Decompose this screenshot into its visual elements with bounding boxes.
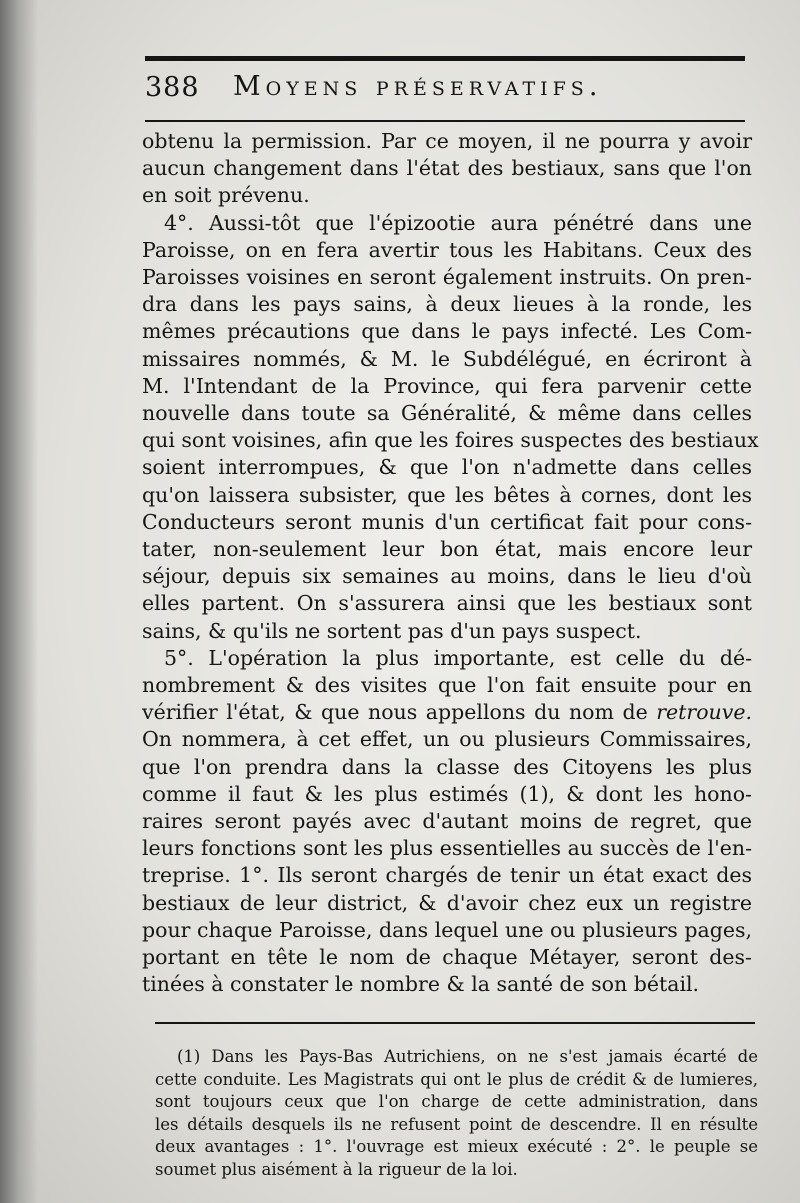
text-line: en soit prévenu. (142, 183, 310, 208)
text-line: comme il faut & les plus estimés (1), & dont les hono- (142, 781, 752, 806)
text-line: leurs fonctions sont les plus essentielles au succès de l'en- (142, 836, 752, 861)
text-line: treprise. 1°. Ils seront chargés de tenir un état exact des (142, 863, 752, 888)
text-line: Paroisse, on en fera avertir tous les Habitans. Ceux des (142, 237, 752, 262)
footnote-line: sont toujours ceux que l'on charge de cette administration, dans (155, 1092, 758, 1111)
paragraph-continued (142, 128, 752, 210)
text-segment: vérifier l'état, & que nous appellons du nom de (142, 700, 657, 725)
text-line: dra dans les pays sains, à deux lieues à la ronde, les (142, 292, 752, 317)
text-line: missaires nommés, & M. le Subdélégué, en écriront à (142, 346, 752, 371)
text-line: aucun changement dans l'état des bestiaux, sans que l'on (142, 156, 752, 181)
text-line: tinées à constater le nombre & la santé de son bétail. (142, 972, 700, 997)
footnote-line: les détails desquels ils ne refusent point de descendre. Il en résulte (155, 1114, 758, 1134)
footnote-rule (155, 1022, 755, 1024)
text-line: qu'on laissera subsister, que les bêtes à cornes, dont les (142, 482, 752, 507)
paragraph-4 (142, 210, 759, 645)
footnote-line: soumet plus aisément à la rigueur de la loi. (155, 1159, 518, 1179)
text-line (142, 699, 752, 726)
footnote-line: cette conduite. Les Magistrats qui ont le plus de crédit & de lumieres, (155, 1069, 758, 1089)
text-line: bestiaux de leur district, & d'avoir chez eux un registre (142, 890, 752, 915)
footnote-line: (1) Dans les Pays-Bas Autrichiens, on ne s'est jamais écarté de (177, 1047, 758, 1066)
text-line: mêmes précautions que dans le pays infecté. Les Com- (142, 319, 752, 344)
text-line: elles partent. On s'assurera ainsi que les bestiaux sont (142, 591, 752, 616)
page-gutter-shadow (0, 0, 38, 1203)
text-line: On nommera, à cet effet, un ou plusieurs Commissaires, (142, 727, 752, 752)
footnote (155, 1046, 758, 1181)
text-line: nouvelle dans toute sa Généralité, & même dans celles (142, 401, 752, 426)
running-title: Moyens préservatifs. (233, 71, 603, 102)
text-line: Paroisses voisines en seront également instruits. On pren- (142, 265, 752, 290)
text-line: pour chaque Paroisse, dans lequel une ou plusieurs pages, (142, 917, 752, 942)
text-line: obtenu la permission. Par ce moyen, il ne pourra y avoir (142, 129, 752, 153)
text-line: soient interrompues, & que l'on n'admette dans celles (142, 455, 752, 480)
footnote-line: deux avantages : 1°. l'ouvrage est mieux exécuté : 2°. le peuple se (155, 1137, 758, 1156)
main-text (142, 128, 759, 999)
text-line: que l'on prendra dans la classe des Citoyens les plus (142, 754, 752, 779)
text-line: séjour, depuis six semaines au moins, dans le lieu d'où (142, 564, 752, 589)
page-number: 388 (145, 72, 200, 103)
text-line: sains, & qu'ils ne sortent pas d'un pays suspect. (142, 618, 642, 643)
header-top-rule (145, 56, 745, 61)
text-line: raires seront payés avec d'autant moins de regret, que (142, 809, 752, 834)
text-line: 4°. Aussi-tôt que l'épizootie aura pénétré dans une (164, 210, 752, 235)
text-line: 5°. L'opération la plus importante, est celle du dé- (164, 645, 752, 670)
header-bottom-rule (145, 120, 745, 122)
paragraph-5 (142, 645, 752, 999)
italic-term: retrouve. (656, 700, 752, 725)
text-line: portant en tête le nom de chaque Métayer, seront des- (142, 945, 752, 970)
page-header (145, 66, 745, 106)
text-line: qui sont voisines, afin que les foires suspectes des bestiaux (142, 428, 759, 453)
text-line: tater, non-seulement leur bon état, mais encore leur (142, 537, 752, 562)
text-line: M. l'Intendant de la Province, qui fera parvenir cette (142, 373, 752, 398)
text-line: nombrement & des visites que l'on fait ensuite pour en (142, 673, 752, 698)
text-line: Conducteurs seront munis d'un certificat fait pour cons- (142, 509, 752, 534)
